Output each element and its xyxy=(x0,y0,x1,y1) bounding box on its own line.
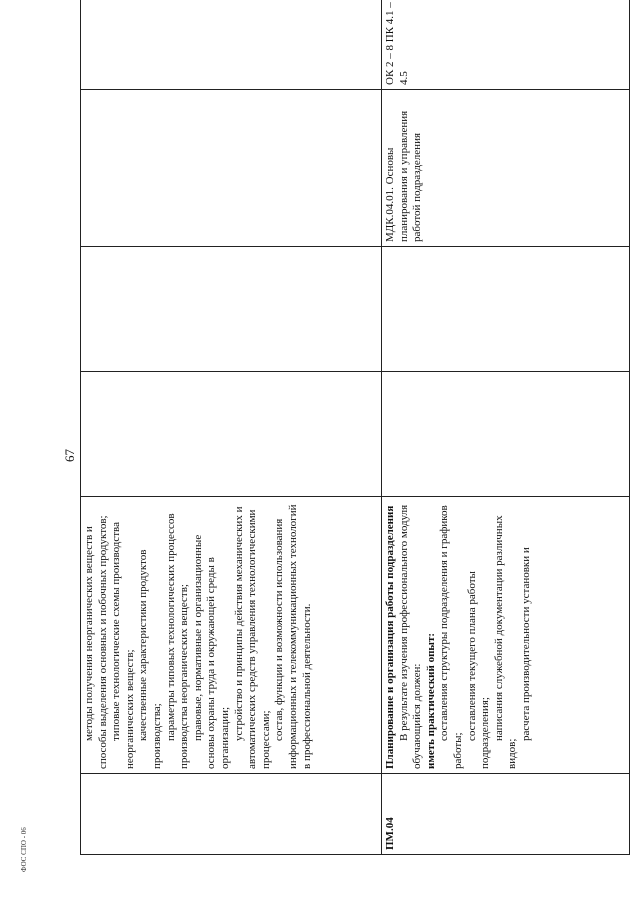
table-row xyxy=(81,0,382,855)
module-code: ПМ.04 xyxy=(382,774,630,855)
row1-content-cell xyxy=(81,497,382,774)
list-item: правовые, нормативные и организационные основы охраны труда и окружающей среды в организации; xyxy=(191,534,231,769)
module-title: Планирование и организация работы подразделения xyxy=(384,505,396,769)
list-item: расчета производительности установки и xyxy=(519,547,532,741)
page-number: 67 xyxy=(62,449,77,462)
list-item: написания служебной документации различных видов; xyxy=(492,515,519,769)
list-item: типовые технологические схемы производства неорганических веществ; xyxy=(110,522,136,769)
row1-code-cell xyxy=(81,774,382,855)
list-item: устройство и принципы действия механических и автоматических средств управления технологическими процессами; xyxy=(232,506,272,769)
list-item: качественные характеристики продуктов производства; xyxy=(137,549,163,769)
list-item: состав, функции и возможности использования информационных и телекоммуникационных технологий в профессиональной деятельности. xyxy=(273,504,313,769)
row2-empty-cell xyxy=(382,247,630,372)
competency-cell: ОК 2 – 8 ПК 4.1 – 4.5 xyxy=(382,0,630,90)
list-item: параметры типовых технологических процессов производства неорганических веществ; xyxy=(164,513,191,769)
list-item: методы получения неорганических веществ и способы выделения основных и побочных продуктов; xyxy=(83,515,109,769)
footer-code: ФОС СПО - 06 xyxy=(20,827,28,872)
practical-label: иметь практический опыт: xyxy=(424,632,437,769)
list-item: составления текущего плана работы подразделения; xyxy=(465,571,492,769)
table-row xyxy=(382,0,630,855)
row1-competency-cell xyxy=(81,0,382,90)
row2-content-cell xyxy=(382,497,630,774)
list-item: составления структуры подразделения и графиков работы; xyxy=(438,505,464,769)
rotated-table-container xyxy=(80,2,625,855)
row2-empty-cell xyxy=(382,372,630,497)
row1-mdk-cell xyxy=(81,90,382,247)
row1-empty-cell xyxy=(81,247,382,372)
mdk-cell: МДК.04.01. Основы планирования и управления работой подразделения xyxy=(382,90,630,247)
row1-empty-cell xyxy=(81,372,382,497)
competency-table xyxy=(80,0,630,855)
module-intro: В результате изучения профессионального модуля обучающийся должен: xyxy=(397,504,424,769)
